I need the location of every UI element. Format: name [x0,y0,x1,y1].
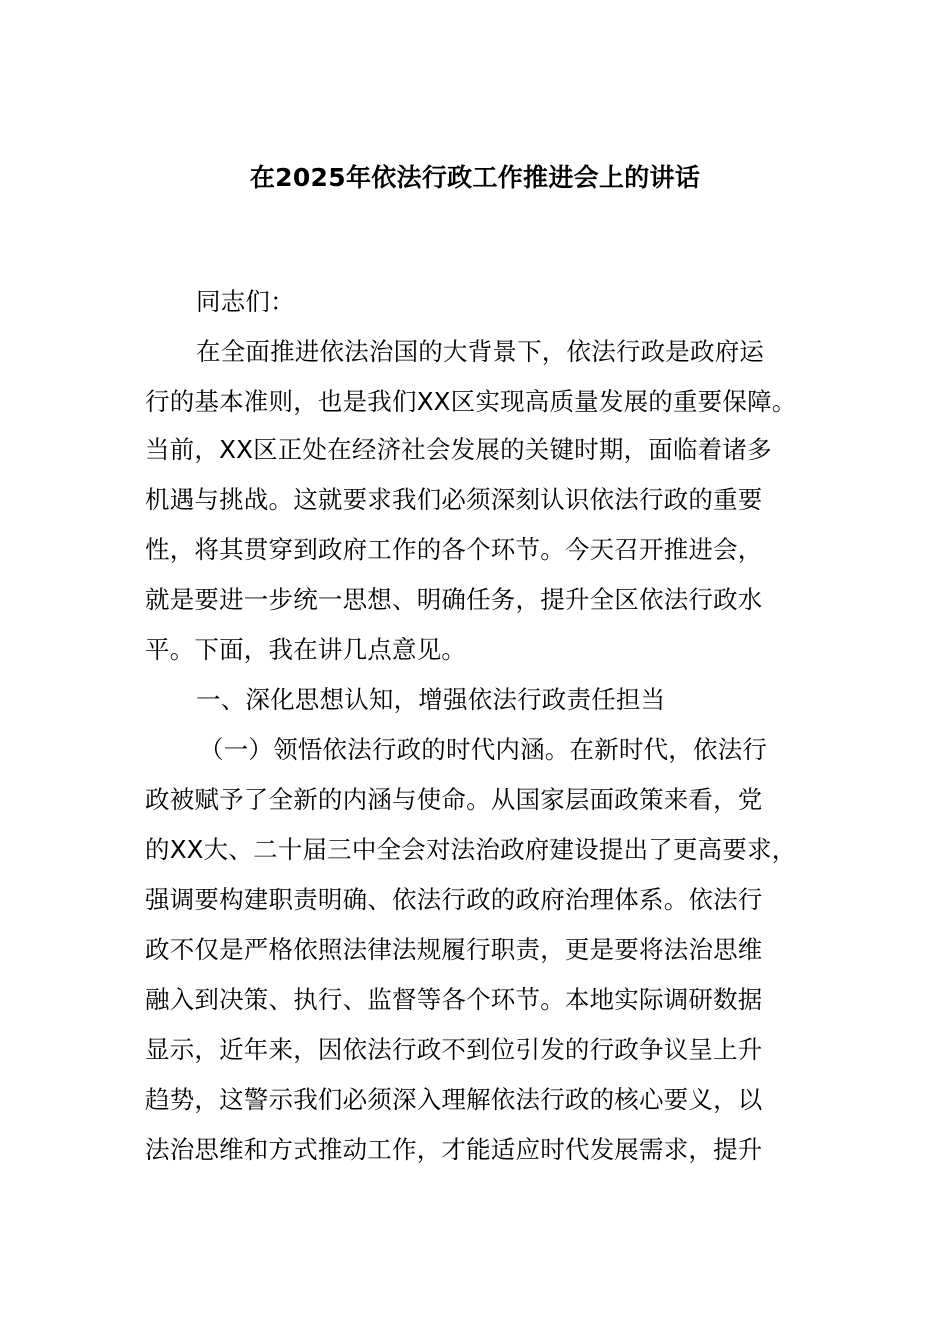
document-title: 在2025年依法行政工作推进会上的讲话 [249,163,701,192]
paragraph-line: 机遇与挑战。这就要求我们必须深刻认识依法行政的重要 [145,485,763,514]
paragraph-line: 在全面推进依法治国的大背景下，依法行政是政府运 [196,337,765,366]
paragraph-line: 行的基本准则，也是我们XX区实现高质量发展的重要保障。 [145,387,797,416]
paragraph-line: 强调要构建职责明确、依法行政的政府治理体系。依法行 [145,885,763,914]
paragraph-line: 性，将其贯穿到政府工作的各个环节。今天召开推进会， [145,535,763,564]
paragraph-line: 政被赋予了全新的内涵与使命。从国家层面政策来看，党 [145,785,763,814]
paragraph-line: 趋势，这警示我们必须深入理解依法行政的核心要义，以 [145,1085,763,1114]
paragraph-line: 法治思维和方式推动工作，才能适应时代发展需求，提升 [145,1135,763,1164]
section-heading: 一、深化思想认知，增强依法行政责任担当 [196,685,666,714]
paragraph-line: 政不仅是严格依照法律法规履行职责，更是要将法治思维 [145,935,763,964]
subsection-heading-line: （一）领悟依法行政的时代内涵。在新时代，依法行 [199,735,768,764]
paragraph-line: 的XX大、二十届三中全会对法治政府建设提出了更高要求， [145,835,797,864]
salutation-line: 同志们： [196,287,295,316]
paragraph-line: 显示，近年来，因依法行政不到位引发的行政争议呈上升 [145,1035,763,1064]
paragraph-line: 就是要进一步统一思想、明确任务，提升全区依法行政水 [145,585,763,614]
paragraph-line: 平。下面，我在讲几点意见。 [145,635,467,664]
paragraph-line: 当前，XX区正处在经济社会发展的关键时期，面临着诸多 [145,435,772,464]
paragraph-line: 融入到决策、执行、监督等各个环节。本地实际调研数据 [145,985,763,1014]
